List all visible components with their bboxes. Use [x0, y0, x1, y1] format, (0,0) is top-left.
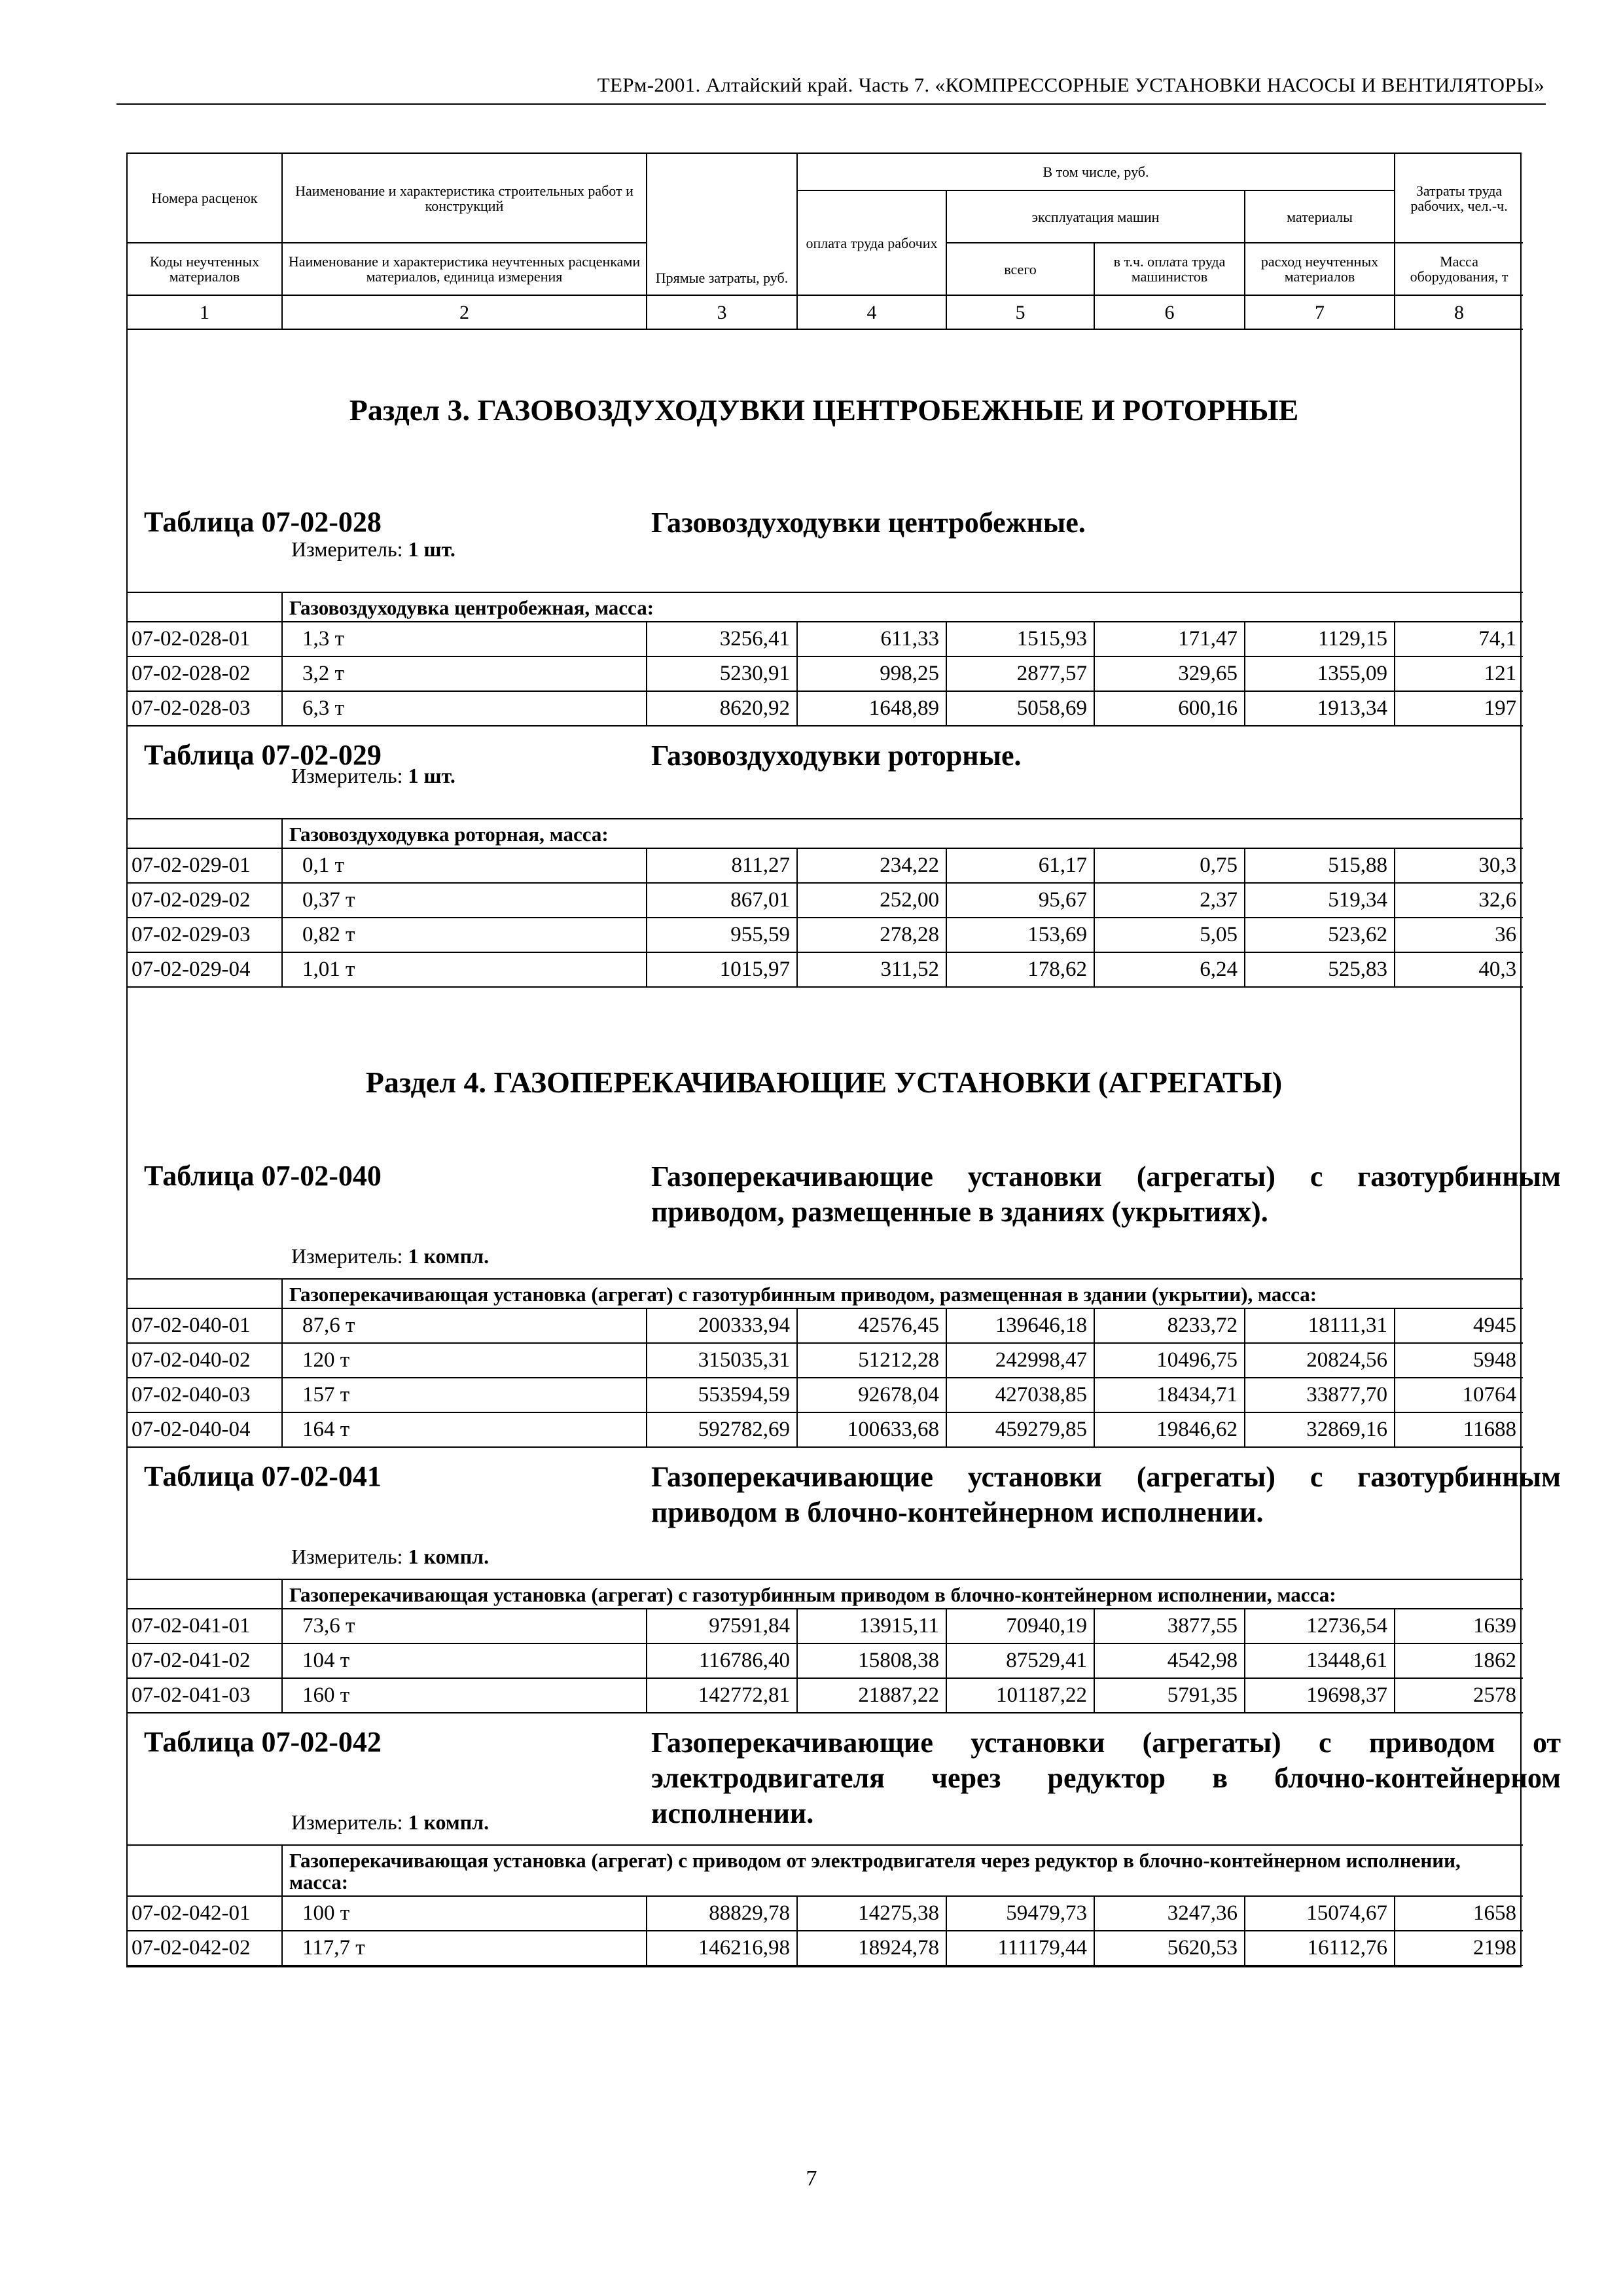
- materials-value: 15074,67: [1245, 1896, 1395, 1931]
- materials-value: 1355,09: [1245, 656, 1395, 691]
- direct-costs-value: 1015,97: [647, 952, 797, 987]
- table-row: [128, 1643, 1523, 1678]
- column-number: 6: [1094, 295, 1245, 329]
- labor-pay-value: 252,00: [797, 883, 946, 918]
- table-row: [128, 1609, 1523, 1643]
- header-labor-pay: оплата труда рабочих: [797, 190, 946, 295]
- labor-hours-value: 1862: [1395, 1643, 1523, 1678]
- group-title: Газоперекачивающая установка (агрегат) с газотурбинным приводом в блочно-контейнерном исполнении, масса:: [282, 1579, 1523, 1609]
- labor-hours-value: 40,3: [1395, 952, 1523, 987]
- machines-labor-value: 19846,62: [1094, 1412, 1245, 1447]
- machines-labor-value: 8233,72: [1094, 1308, 1245, 1343]
- labor-hours-value: 30,3: [1395, 848, 1523, 883]
- unit-label: Измеритель:: [291, 537, 403, 561]
- group-row: [128, 819, 1523, 848]
- materials-value: 12736,54: [1245, 1609, 1395, 1643]
- table-row: [128, 622, 1523, 656]
- column-number: 2: [282, 295, 647, 329]
- labor-hours-value: 11688: [1395, 1412, 1523, 1447]
- machines-total-value: 459279,85: [946, 1412, 1094, 1447]
- machines-total-value: 1515,93: [946, 622, 1094, 656]
- materials-value: 525,83: [1245, 952, 1395, 987]
- labor-pay-value: 42576,45: [797, 1308, 946, 1343]
- group-row-blank: [128, 592, 282, 622]
- materials-value: 1913,34: [1245, 691, 1395, 726]
- direct-costs-value: 955,59: [647, 918, 797, 952]
- rate-code: 07-02-040-01: [128, 1308, 282, 1343]
- rates-table: [128, 1579, 1523, 1713]
- labor-pay-value: 18924,78: [797, 1931, 946, 1965]
- unit-label: Измеритель:: [291, 1545, 403, 1568]
- table-row: [128, 848, 1523, 883]
- group-row-blank: [128, 1279, 282, 1308]
- item-name: 73,6 т: [282, 1609, 647, 1643]
- unit-value: 1 шт.: [408, 764, 455, 787]
- machines-total-value: 59479,73: [946, 1896, 1094, 1931]
- header-materials-consumption: расход неучтенных материалов: [1245, 243, 1395, 295]
- labor-pay-value: 15808,38: [797, 1643, 946, 1678]
- materials-value: 19698,37: [1245, 1678, 1395, 1713]
- labor-hours-value: 1658: [1395, 1896, 1523, 1931]
- page-number: 7: [806, 2166, 817, 2191]
- materials-value: 16112,76: [1245, 1931, 1395, 1965]
- table-number: Таблица 07-02-029: [144, 739, 382, 771]
- group-title: Газоперекачивающая установка (агрегат) с приводом от электродвигателя через редуктор в блочно-контейнерном исполнении, масса:: [282, 1845, 1523, 1896]
- item-name: 117,7 т: [282, 1931, 647, 1965]
- rate-code: 07-02-042-01: [128, 1896, 282, 1931]
- table-row: [128, 952, 1523, 987]
- materials-value: 32869,16: [1245, 1412, 1395, 1447]
- materials-value: 18111,31: [1245, 1308, 1395, 1343]
- header-equipment-mass: Масса оборудования, т: [1395, 243, 1523, 295]
- labor-pay-value: 1648,89: [797, 691, 946, 726]
- price-sheet: [126, 152, 1561, 1967]
- item-name: 160 т: [282, 1678, 647, 1713]
- table-unit: [291, 764, 455, 788]
- machines-labor-value: 6,24: [1094, 952, 1245, 987]
- group-row-blank: [128, 819, 282, 848]
- machines-labor-value: 10496,75: [1094, 1343, 1245, 1378]
- machines-total-value: 61,17: [946, 848, 1094, 883]
- direct-costs-value: 592782,69: [647, 1412, 797, 1447]
- header-work-name: Наименование и характеристика строительных работ и конструкций: [282, 154, 647, 243]
- running-head: ТЕРм-2001. Алтайский край. Часть 7. «КОМПРЕССОРНЫЕ УСТАНОВКИ НАСОСЫ И ВЕНТИЛЯТОРЫ»: [597, 73, 1544, 96]
- machines-total-value: 139646,18: [946, 1308, 1094, 1343]
- table-row: [128, 1896, 1523, 1931]
- labor-hours-value: 74,1: [1395, 622, 1523, 656]
- rates-table: [128, 818, 1523, 988]
- table-row: [128, 656, 1523, 691]
- item-name: 157 т: [282, 1378, 647, 1412]
- labor-pay-value: 234,22: [797, 848, 946, 883]
- table-row: [128, 1378, 1523, 1412]
- item-name: 87,6 т: [282, 1308, 647, 1343]
- item-name: 6,3 т: [282, 691, 647, 726]
- item-name: 0,1 т: [282, 848, 647, 883]
- labor-hours-value: 32,6: [1395, 883, 1523, 918]
- labor-pay-value: 51212,28: [797, 1343, 946, 1378]
- rate-code: 07-02-040-04: [128, 1412, 282, 1447]
- direct-costs-value: 116786,40: [647, 1643, 797, 1678]
- machines-total-value: 2877,57: [946, 656, 1094, 691]
- machines-labor-value: 3877,55: [1094, 1609, 1245, 1643]
- materials-value: 1129,15: [1245, 622, 1395, 656]
- labor-hours-value: 4945: [1395, 1308, 1523, 1343]
- header-material-codes: Коды неучтенных материалов: [128, 243, 282, 295]
- rate-code: 07-02-028-01: [128, 622, 282, 656]
- column-number: 1: [128, 295, 282, 329]
- item-name: 164 т: [282, 1412, 647, 1447]
- labor-pay-value: 13915,11: [797, 1609, 946, 1643]
- direct-costs-value: 146216,98: [647, 1931, 797, 1965]
- header-machines-total: всего: [946, 243, 1094, 295]
- rates-table: [128, 1844, 1523, 1966]
- group-title: Газовоздуходувка центробежная, масса:: [282, 592, 1523, 622]
- materials-value: 519,34: [1245, 883, 1395, 918]
- table-row: [128, 1412, 1523, 1447]
- rates-table: [128, 1278, 1523, 1448]
- column-number: 4: [797, 295, 946, 329]
- machines-labor-value: 600,16: [1094, 691, 1245, 726]
- machines-labor-value: 0,75: [1094, 848, 1245, 883]
- rate-code: 07-02-029-04: [128, 952, 282, 987]
- section-title: Раздел 4. ГАЗОПЕРЕКАЧИВАЮЩИЕ УСТАНОВКИ (АГРЕГАТЫ): [365, 1066, 1283, 1099]
- labor-pay-value: 14275,38: [797, 1896, 946, 1931]
- column-number: 8: [1395, 295, 1523, 329]
- rate-code: 07-02-029-01: [128, 848, 282, 883]
- group-row: [128, 1579, 1523, 1609]
- labor-pay-value: 311,52: [797, 952, 946, 987]
- labor-pay-value: 100633,68: [797, 1412, 946, 1447]
- table-unit: [291, 1810, 489, 1835]
- labor-pay-value: 92678,04: [797, 1378, 946, 1412]
- group-row: [128, 1845, 1523, 1896]
- table-row: [128, 691, 1523, 726]
- header-machines-labor: в т.ч. оплата труда машинистов: [1094, 243, 1245, 295]
- table-row: [128, 918, 1523, 952]
- column-number-row: [128, 295, 1523, 329]
- table-number: Таблица 07-02-041: [144, 1460, 382, 1492]
- table-row: [128, 1678, 1523, 1713]
- header-labor-costs: Затраты труда рабочих, чел.-ч.: [1395, 154, 1523, 243]
- table-number: Таблица 07-02-042: [144, 1726, 382, 1758]
- item-name: 0,37 т: [282, 883, 647, 918]
- rate-code: 07-02-029-02: [128, 883, 282, 918]
- machines-labor-value: 5791,35: [1094, 1678, 1245, 1713]
- group-title: Газовоздуходувка роторная, масса:: [282, 819, 1523, 848]
- rate-code: 07-02-029-03: [128, 918, 282, 952]
- table-heading: [128, 493, 1520, 592]
- item-name: 104 т: [282, 1643, 647, 1678]
- labor-hours-value: 36: [1395, 918, 1523, 952]
- unit-label: Измеритель:: [291, 1244, 403, 1268]
- machines-total-value: 95,67: [946, 883, 1094, 918]
- labor-hours-value: 2578: [1395, 1678, 1523, 1713]
- materials-value: 20824,56: [1245, 1343, 1395, 1378]
- unit-label: Измеритель:: [291, 1810, 403, 1834]
- labor-hours-value: 121: [1395, 656, 1523, 691]
- table-heading: [128, 1713, 1561, 1844]
- direct-costs-value: 553594,59: [647, 1378, 797, 1412]
- machines-labor-value: 5,05: [1094, 918, 1245, 952]
- rate-code: 07-02-028-03: [128, 691, 282, 726]
- rate-code: 07-02-041-01: [128, 1609, 282, 1643]
- unit-value: 1 компл.: [408, 1244, 490, 1268]
- table-row: [128, 1343, 1523, 1378]
- labor-pay-value: 998,25: [797, 656, 946, 691]
- machines-labor-value: 329,65: [1094, 656, 1245, 691]
- section-title: Раздел 3. ГАЗОВОЗДУХОДУВКИ ЦЕНТРОБЕЖНЫЕ И РОТОРНЫЕ: [349, 393, 1299, 427]
- column-number: 5: [946, 295, 1094, 329]
- labor-pay-value: 21887,22: [797, 1678, 946, 1713]
- unit-value: 1 компл.: [408, 1545, 490, 1568]
- table-number: Таблица 07-02-028: [144, 506, 382, 538]
- table-unit: [291, 1244, 489, 1268]
- table-heading: [128, 726, 1520, 818]
- table-heading: [128, 1448, 1561, 1579]
- labor-pay-value: 611,33: [797, 622, 946, 656]
- header-rate-numbers: Номера расценок: [128, 154, 282, 243]
- unit-value: 1 компл.: [408, 1810, 490, 1834]
- section-heading-band: [128, 988, 1520, 1147]
- table-row: [128, 883, 1523, 918]
- machines-total-value: 101187,22: [946, 1678, 1094, 1713]
- materials-value: 13448,61: [1245, 1643, 1395, 1678]
- direct-costs-value: 811,27: [647, 848, 797, 883]
- table-title: Газоперекачивающие установки (агрегаты) с приводом от электродвигателя через редуктор в блочно-контейнерном исполнении.: [651, 1727, 1561, 1829]
- labor-hours-value: 1639: [1395, 1609, 1523, 1643]
- table-title: Газоперекачивающие установки (агрегаты) с газотурбинным приводом в блочно-контейнерном исполнении.: [651, 1461, 1561, 1528]
- machines-total-value: 70940,19: [946, 1609, 1094, 1643]
- table-unit: [291, 1545, 489, 1569]
- group-title: Газоперекачивающая установка (агрегат) с газотурбинным приводом, размещенная в здании (укрытии), масса:: [282, 1279, 1523, 1308]
- item-name: 120 т: [282, 1343, 647, 1378]
- item-name: 1,01 т: [282, 952, 647, 987]
- machines-total-value: 427038,85: [946, 1378, 1094, 1412]
- machines-labor-value: 18434,71: [1094, 1378, 1245, 1412]
- header-machines: эксплуатация машин: [946, 190, 1245, 243]
- column-number: 7: [1245, 295, 1395, 329]
- machines-total-value: 5058,69: [946, 691, 1094, 726]
- direct-costs-value: 8620,92: [647, 691, 797, 726]
- machines-labor-value: 3247,36: [1094, 1896, 1245, 1931]
- table-number: Таблица 07-02-040: [144, 1160, 382, 1192]
- direct-costs-value: 867,01: [647, 883, 797, 918]
- materials-value: 33877,70: [1245, 1378, 1395, 1412]
- machines-total-value: 242998,47: [946, 1343, 1094, 1378]
- unit-value: 1 шт.: [408, 537, 455, 561]
- header-direct-costs: Прямые затраты, руб.: [647, 154, 797, 295]
- table-row: [128, 1308, 1523, 1343]
- rate-code: 07-02-040-03: [128, 1378, 282, 1412]
- direct-costs-value: 88829,78: [647, 1896, 797, 1931]
- machines-labor-value: 2,37: [1094, 883, 1245, 918]
- rate-code: 07-02-040-02: [128, 1343, 282, 1378]
- unit-label: Измеритель:: [291, 764, 403, 787]
- table-title: Газовоздуходувки роторные.: [651, 740, 1022, 772]
- header-material-names: Наименование и характеристика неучтенных расценками материалов, единица измерения: [282, 243, 647, 295]
- group-row-blank: [128, 1845, 282, 1896]
- machines-labor-value: 5620,53: [1094, 1931, 1245, 1965]
- direct-costs-value: 3256,41: [647, 622, 797, 656]
- table-title: Газовоздуходувки центробежные.: [651, 507, 1086, 539]
- item-name: 100 т: [282, 1896, 647, 1931]
- direct-costs-value: 142772,81: [647, 1678, 797, 1713]
- rate-code: 07-02-042-02: [128, 1931, 282, 1965]
- direct-costs-value: 315035,31: [647, 1343, 797, 1378]
- rate-code: 07-02-041-03: [128, 1678, 282, 1713]
- rates-table: [128, 592, 1523, 726]
- machines-total-value: 87529,41: [946, 1643, 1094, 1678]
- item-name: 3,2 т: [282, 656, 647, 691]
- machines-total-value: 178,62: [946, 952, 1094, 987]
- section-heading-band: [128, 330, 1520, 493]
- table-unit: [291, 537, 455, 562]
- table-title: Газоперекачивающие установки (агрегаты) с газотурбинным приводом, размещенные в зданиях (укрытиях).: [651, 1160, 1561, 1228]
- direct-costs-value: 5230,91: [647, 656, 797, 691]
- labor-pay-value: 278,28: [797, 918, 946, 952]
- machines-total-value: 153,69: [946, 918, 1094, 952]
- table-heading: [128, 1147, 1561, 1278]
- group-row: [128, 1279, 1523, 1308]
- group-row-blank: [128, 1579, 282, 1609]
- machines-labor-value: 171,47: [1094, 622, 1245, 656]
- direct-costs-value: 97591,84: [647, 1609, 797, 1643]
- labor-hours-value: 10764: [1395, 1378, 1523, 1412]
- header-rule: [116, 103, 1546, 105]
- materials-value: 515,88: [1245, 848, 1395, 883]
- table-row: [128, 1931, 1523, 1965]
- item-name: 1,3 т: [282, 622, 647, 656]
- labor-hours-value: 5948: [1395, 1343, 1523, 1378]
- header-including: В том числе, руб.: [797, 154, 1395, 190]
- labor-hours-value: 197: [1395, 691, 1523, 726]
- column-header-table: [128, 154, 1523, 330]
- rate-code: 07-02-041-02: [128, 1643, 282, 1678]
- header-materials: материалы: [1245, 190, 1395, 243]
- item-name: 0,82 т: [282, 918, 647, 952]
- group-row: [128, 592, 1523, 622]
- materials-value: 523,62: [1245, 918, 1395, 952]
- direct-costs-value: 200333,94: [647, 1308, 797, 1343]
- rate-code: 07-02-028-02: [128, 656, 282, 691]
- machines-total-value: 111179,44: [946, 1931, 1094, 1965]
- column-number: 3: [647, 295, 797, 329]
- labor-hours-value: 2198: [1395, 1931, 1523, 1965]
- machines-labor-value: 4542,98: [1094, 1643, 1245, 1678]
